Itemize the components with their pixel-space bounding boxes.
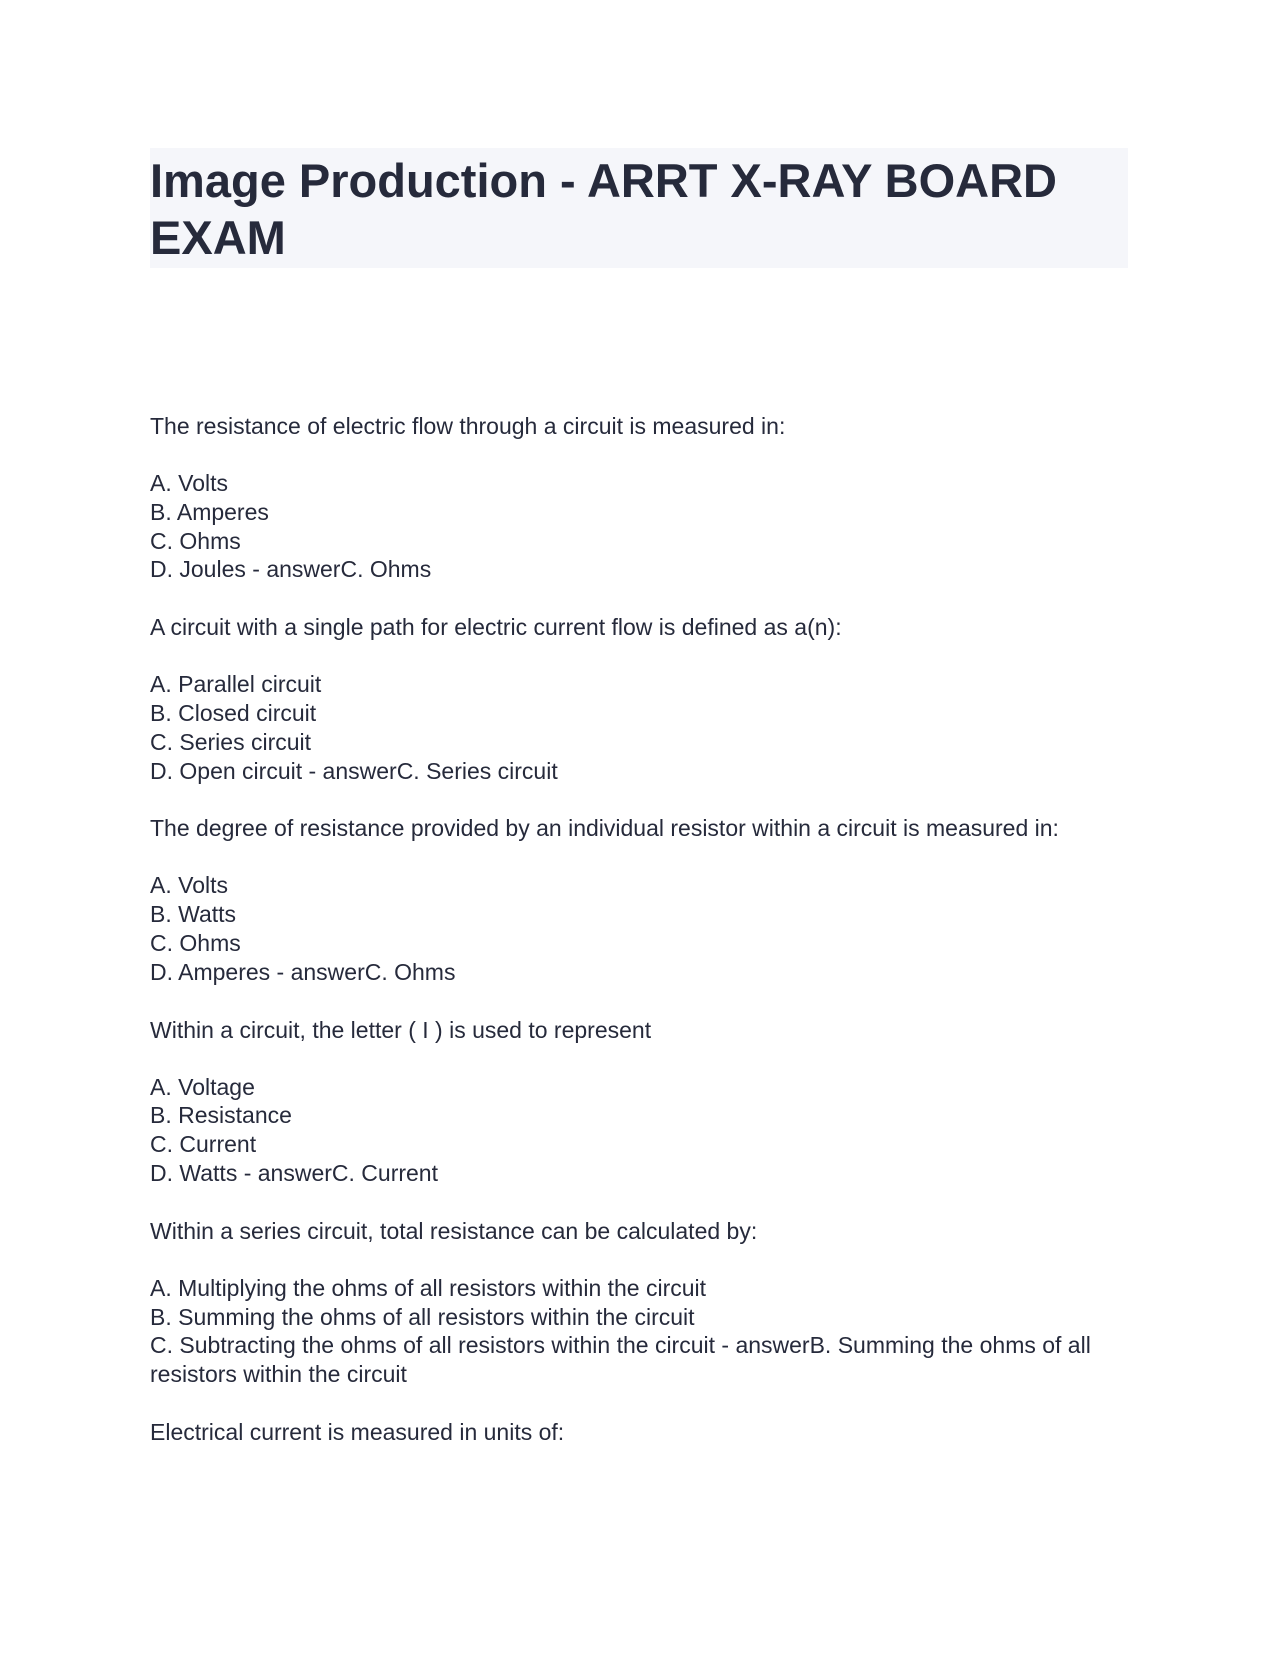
question-item bbox=[150, 613, 1128, 785]
question-text: Within a circuit, the letter ( I ) is used to represent bbox=[150, 1016, 652, 1043]
question-item bbox=[150, 412, 1128, 584]
answer-option: C. Ohms bbox=[150, 527, 241, 554]
question-item bbox=[150, 1217, 1128, 1389]
question-text: The resistance of electric flow through a circuit is measured in: bbox=[150, 413, 786, 439]
answer-option: B. Watts bbox=[150, 901, 237, 928]
answer-option: C. Series circuit bbox=[150, 728, 312, 755]
answer-option: D. Amperes - answerC. Ohms bbox=[150, 958, 456, 985]
document-page bbox=[150, 148, 1128, 1475]
answer-option: A. Volts bbox=[150, 872, 228, 899]
question-item bbox=[150, 814, 1128, 986]
answer-option: D. Watts - answerC. Current bbox=[150, 1159, 438, 1186]
answer-option: B. Amperes bbox=[150, 498, 269, 525]
question-text: Within a series circuit, total resistance can be calculated by: bbox=[150, 1217, 758, 1244]
question-text: Electrical current is measured in units of: bbox=[150, 1418, 565, 1445]
question-text: The degree of resistance provided by an individual resistor within a circuit is measured in: bbox=[150, 815, 1059, 842]
page-title: Image Production - ARRT X-RAY BOARD EXAM bbox=[150, 154, 1057, 264]
answer-option: A. Multiplying the ohms of all resistors within the circuit bbox=[150, 1274, 707, 1301]
answer-option: C. Current bbox=[150, 1131, 257, 1158]
answer-option: B. Summing the ohms of all resistors within the circuit bbox=[150, 1303, 695, 1330]
answer-option: B. Resistance bbox=[150, 1102, 292, 1129]
answer-option: C. Subtracting the ohms of all resistors within the circuit - answerB. Summing the ohms of all resistors within the circuit bbox=[150, 1332, 1091, 1388]
answer-option: B. Closed circuit bbox=[150, 699, 317, 726]
answer-option: C. Ohms bbox=[150, 929, 241, 956]
answer-option: A. Voltage bbox=[150, 1073, 255, 1100]
answer-option: D. Joules - answerC. Ohms bbox=[150, 556, 432, 583]
answer-option: D. Open circuit - answerC. Series circuit bbox=[150, 757, 558, 784]
answer-option: A. Parallel circuit bbox=[150, 671, 322, 698]
question-text: A circuit with a single path for electric current flow is defined as a(n): bbox=[150, 614, 842, 641]
answer-option: A. Volts bbox=[150, 470, 228, 496]
title-block bbox=[150, 148, 1128, 268]
question-item bbox=[150, 1016, 1128, 1188]
question-list bbox=[150, 412, 1128, 1446]
question-item bbox=[150, 1418, 1128, 1446]
